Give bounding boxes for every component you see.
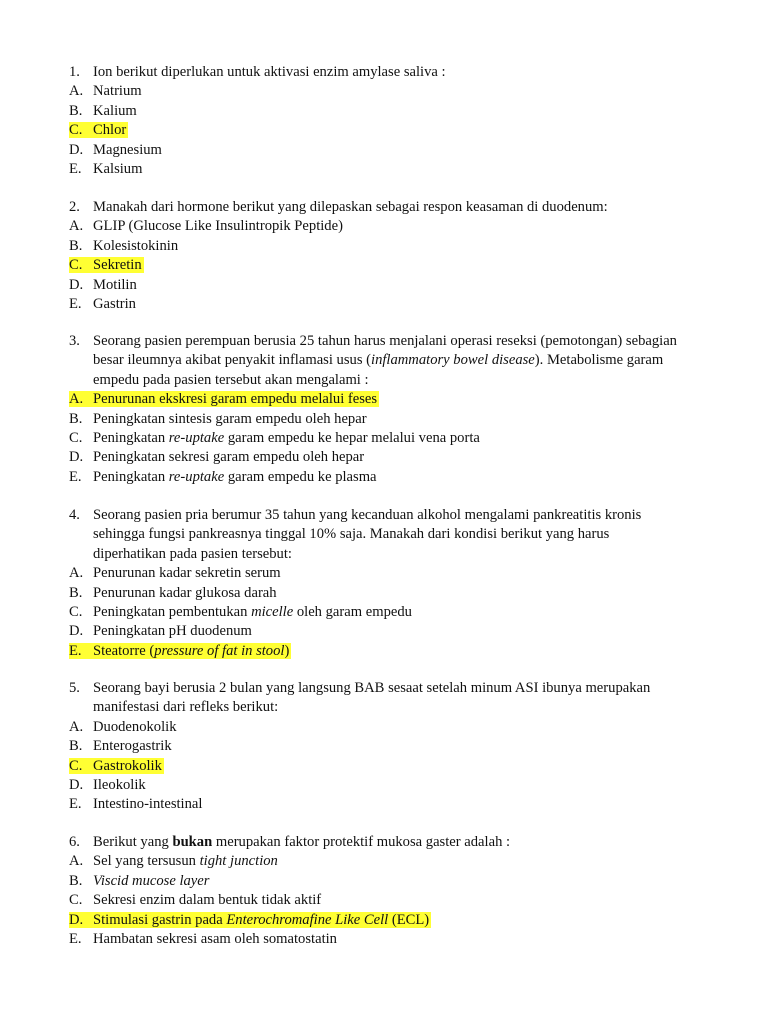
question-5-stem-line-2 — [69, 697, 278, 717]
question-1-stem-line-1 — [69, 62, 446, 82]
option-label: B. — [69, 738, 83, 755]
question-4-stem-line-3 — [69, 544, 292, 564]
option-label: B. — [69, 872, 83, 889]
question-number: 4. — [69, 507, 80, 523]
question-3-option-b — [69, 409, 367, 429]
question-1-option-d — [69, 140, 162, 160]
option-label: E. — [69, 796, 82, 813]
question-4-option-d — [69, 621, 252, 641]
option-text: Magnesium — [93, 141, 162, 158]
option-text: Penurunan kadar glukosa darah — [93, 584, 277, 601]
option-content — [69, 853, 278, 869]
option-label: B. — [69, 102, 83, 119]
question-text: sehingga fungsi pankreasnya tinggal 10% saja. Manakah dari kondisi berikut yang harus — [93, 526, 610, 543]
option-label: C. — [69, 604, 83, 620]
option-text: Kalsium — [93, 161, 143, 177]
question-4-option-e — [69, 641, 291, 661]
option-content — [69, 873, 209, 889]
question-number: 3. — [69, 333, 80, 349]
option-label: A. — [69, 83, 84, 100]
question-6-stem-line-1 — [69, 832, 510, 852]
option-text: Sekretin — [93, 257, 142, 274]
question-6-option-d — [69, 910, 431, 930]
question-4-option-a — [69, 563, 281, 583]
option-label: E. — [69, 296, 82, 312]
option-content — [69, 796, 202, 812]
question-1-option-a — [69, 81, 142, 101]
option-content — [69, 449, 364, 465]
question-text: Ion berikut diperlukan untuk aktivasi enzim amylase saliva : — [93, 64, 446, 80]
option-content — [69, 103, 137, 119]
question-4-stem-line-1 — [69, 505, 641, 525]
question-4-option-b — [69, 583, 277, 603]
option-label: C. — [69, 892, 83, 909]
option-label: C. — [69, 122, 83, 139]
question-text: manifestasi dari refleks berikut: — [93, 699, 279, 716]
option-label: D. — [69, 141, 84, 158]
option-label: D. — [69, 777, 84, 793]
option-text: Peningkatan sintesis garam empedu oleh hepar — [93, 410, 367, 427]
question-3-option-c — [69, 428, 480, 448]
option-content — [69, 585, 277, 601]
option-content — [69, 430, 480, 446]
option-text: Peningkatan re-uptake garam empedu ke plasma — [93, 468, 377, 485]
option-content — [69, 892, 321, 908]
option-label: D. — [69, 449, 84, 466]
question-number: 2. — [69, 199, 80, 215]
option-content — [69, 218, 343, 234]
question-6-option-a — [69, 851, 278, 871]
option-text: Viscid mucose layer — [93, 872, 210, 889]
option-label: C. — [69, 757, 83, 774]
option-text: Peningkatan re-uptake garam empedu ke hepar melalui vena porta — [93, 430, 480, 446]
question-text: Seorang pasien perempuan berusia 25 tahun harus menjalani operasi reseksi (pemotongan) sebagian — [93, 333, 677, 349]
option-content — [69, 411, 367, 427]
option-text: Ileokolik — [93, 777, 146, 793]
option-text: Kalium — [93, 102, 137, 119]
option-text: Steatorre (pressure of fat in stool) — [93, 642, 290, 659]
answer-highlight — [69, 391, 379, 407]
option-text: Sel yang tersusun tight junction — [93, 853, 278, 870]
question-5-stem-line-1 — [69, 678, 650, 698]
option-content — [69, 565, 281, 581]
option-label: D. — [69, 623, 84, 640]
option-label: D. — [69, 276, 84, 293]
option-text: Enterogastrik — [93, 738, 172, 755]
option-text: Stimulasi gastrin pada Enterochromafine Like Cell (ECL) — [93, 911, 430, 928]
question-2-stem-line-1 — [69, 197, 608, 217]
option-content — [69, 623, 252, 639]
answer-highlight — [69, 257, 144, 273]
answer-highlight — [69, 122, 128, 138]
option-label: A. — [69, 391, 84, 408]
option-label: E. — [69, 468, 82, 485]
question-text: diperhatikan pada pasien tersebut: — [93, 545, 292, 562]
question-3-stem-line-2 — [69, 350, 663, 370]
option-text: Natrium — [93, 83, 142, 100]
option-text: Kolesistokinin — [93, 237, 179, 254]
question-3-stem-line-3 — [69, 370, 369, 390]
question-text: empedu pada pasien tersebut akan mengalami : — [93, 371, 369, 388]
option-label: A. — [69, 853, 84, 870]
option-content — [69, 83, 142, 99]
option-content — [69, 777, 146, 793]
option-label: E. — [69, 642, 82, 659]
question-2-option-b — [69, 236, 178, 256]
option-content — [69, 238, 178, 254]
question-text: Seorang bayi berusia 2 bulan yang langsung BAB sesaat setelah minum ASI ibunya merupakan — [93, 680, 651, 696]
option-text: Penurunan kadar sekretin serum — [93, 565, 281, 582]
question-6-option-b — [69, 871, 209, 891]
option-label: A. — [69, 718, 84, 735]
question-5-option-d — [69, 775, 146, 795]
option-label: E. — [69, 161, 82, 177]
option-content — [69, 142, 162, 158]
answer-highlight — [69, 758, 164, 774]
option-label: C. — [69, 257, 83, 274]
option-text: Chlor — [93, 122, 127, 139]
option-text: Penurunan ekskresi garam empedu melalui feses — [93, 391, 378, 408]
option-label: B. — [69, 237, 83, 254]
option-content — [69, 931, 337, 947]
question-6-option-c — [69, 890, 321, 910]
option-text: Peningkatan pembentukan micelle oleh garam empedu — [93, 604, 412, 620]
question-3-option-d — [69, 447, 364, 467]
option-content — [69, 604, 412, 620]
question-5-option-a — [69, 717, 177, 737]
option-label: A. — [69, 565, 84, 582]
option-text: Duodenokolik — [93, 718, 177, 735]
question-text: Seorang pasien pria berumur 35 tahun yang kecanduan alkohol mengalami pankreatitis kronis — [93, 507, 642, 523]
question-3-stem-line-1 — [69, 331, 677, 351]
option-content — [69, 469, 377, 485]
option-text: Peningkatan pH duodenum — [93, 623, 252, 640]
question-number: 5. — [69, 680, 80, 696]
question-4-stem-line-2 — [69, 524, 609, 544]
option-text: Hambatan sekresi asam oleh somatostatin — [93, 931, 337, 947]
option-label: A. — [69, 218, 84, 235]
option-content — [69, 296, 136, 312]
question-2-option-a — [69, 216, 343, 236]
question-6-option-e — [69, 929, 337, 949]
option-text: Intestino-intestinal — [93, 796, 203, 813]
option-label: B. — [69, 410, 83, 427]
question-4-option-c — [69, 602, 412, 622]
question-2-option-c — [69, 255, 144, 275]
option-text: Gastrin — [93, 296, 136, 312]
question-3-option-a — [69, 389, 379, 409]
question-1-option-e — [69, 159, 142, 179]
option-label: B. — [69, 584, 83, 601]
option-label: D. — [69, 911, 84, 928]
answer-highlight — [69, 643, 291, 659]
option-label: E. — [69, 931, 82, 947]
option-text: Gastrokolik — [93, 757, 162, 774]
question-text: besar ileumnya akibat penyakit inflamasi usus (inflammatory bowel disease). Metabolisme garam — [93, 352, 664, 369]
question-1-option-b — [69, 101, 137, 121]
question-3-option-e — [69, 467, 377, 487]
option-label: C. — [69, 430, 83, 446]
option-text: Sekresi enzim dalam bentuk tidak aktif — [93, 892, 322, 909]
question-2-option-e — [69, 294, 136, 314]
option-content — [69, 277, 137, 293]
question-1-option-c — [69, 120, 128, 140]
question-number: 1. — [69, 64, 80, 80]
option-text: GLIP (Glucose Like Insulintropik Peptide) — [93, 218, 343, 235]
question-5-option-b — [69, 736, 172, 756]
answer-highlight — [69, 912, 431, 928]
option-text: Motilin — [93, 276, 137, 293]
question-text: Manakah dari hormone berikut yang dilepaskan sebagai respon keasaman di duodenum: — [93, 199, 608, 215]
question-5-option-e — [69, 794, 202, 814]
question-text: Berikut yang bukan merupakan faktor protektif mukosa gaster adalah : — [93, 834, 511, 850]
option-text: Peningkatan sekresi garam empedu oleh hepar — [93, 449, 365, 466]
question-5-option-c — [69, 756, 164, 776]
question-2-option-d — [69, 275, 137, 295]
option-content — [69, 161, 142, 177]
question-number: 6. — [69, 834, 80, 850]
option-content — [69, 719, 177, 735]
option-content — [69, 738, 172, 754]
